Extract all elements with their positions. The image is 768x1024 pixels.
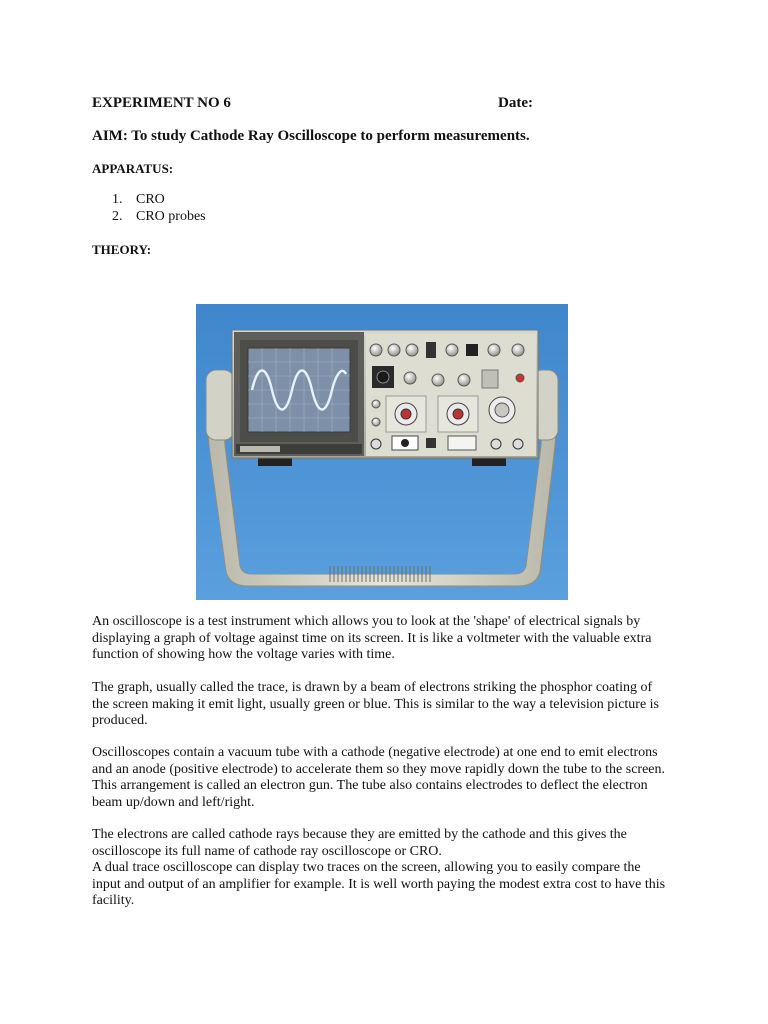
theory-heading: THEORY: <box>92 242 152 257</box>
theory-paragraph: The graph, usually called the trace, is drawn by a beam of electrons striking the phosphor coating of the screen making it emit light, usually green or blue. This is similar to the way a television picture is produced. <box>92 680 660 728</box>
theory-paragraph: The electrons are called cathode rays because they are emitted by the cathode and this gives the oscilloscope its full name of cathode ray oscilloscope or CRO. <box>92 827 627 859</box>
list-item: 2. CRO probes <box>112 208 206 224</box>
experiment-number: EXPERIMENT NO 6 <box>92 95 231 111</box>
apparatus-heading: APPARATUS: <box>92 161 174 176</box>
date-label: Date: <box>498 95 533 111</box>
aim-statement: AIM: To study Cathode Ray Oscilloscope to perform measurements. <box>92 128 530 144</box>
oscilloscope-photo <box>196 304 568 600</box>
theory-paragraph: An oscilloscope is a test instrument which allows you to look at the 'shape' of electrical signals by displaying a graph of voltage against time on its screen. It is like a voltmeter with the valuable extra function of showing how the voltage varies with time. <box>92 614 652 662</box>
experiment-heading <box>92 94 652 112</box>
theory-paragraph: Oscilloscopes contain a vacuum tube with a cathode (negative electrode) at one end to emit electrons and an anode (positive electrode) to accelerate them so they move rapidly down the tube to the screen. This arrangement is called an electron gun. The tube also contains electrodes to deflect the electron beam up/down and left/right. <box>92 745 666 810</box>
theory-paragraph: A dual trace oscilloscope can display two traces on the screen, allowing you to easily compare the input and output of an amplifier for example. It is well worth paying the modest extra cost to have this facility. <box>92 860 666 908</box>
apparatus-list <box>112 192 206 225</box>
list-item: 1. CRO <box>112 192 165 207</box>
